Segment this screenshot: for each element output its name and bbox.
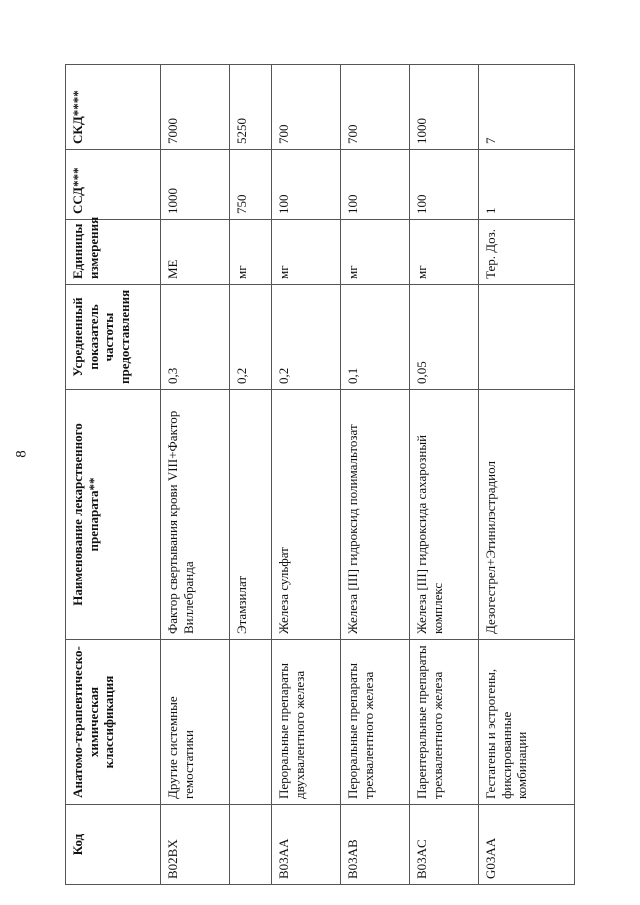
cell-unit: мг [230,220,272,285]
cell-name: Этамзилат [230,390,272,640]
cell-name: Железа [III] гидроксида сахарозный комплекс [410,390,479,640]
cell-code: G03AA [479,805,575,885]
cell-ssd: 750 [230,150,272,220]
cell-unit: МЕ [161,220,230,285]
header-freq: Усредненный показатель частоты предоставления [66,285,161,390]
cell-atc: Парентеральные препараты трехвалентного железа [410,640,479,805]
cell-skd: 700 [341,65,410,150]
table-row [230,65,272,885]
cell-skd: 7000 [161,65,230,150]
cell-freq: 0,05 [410,285,479,390]
cell-unit: мг [410,220,479,285]
rotated-table-container [65,65,575,885]
cell-code [230,805,272,885]
header-row [66,65,161,885]
cell-ssd: 1000 [161,150,230,220]
cell-ssd: 100 [410,150,479,220]
cell-name: Железа [III] гидроксид полимальтозат [341,390,410,640]
header-skd: СКД**** [66,65,161,150]
cell-unit: мг [272,220,341,285]
cell-atc: Другие системные гемостатики [161,640,230,805]
drug-table [65,64,575,885]
cell-name: Железа сульфат [272,390,341,640]
cell-skd: 700 [272,65,341,150]
cell-name: Дезогестрел+Этинилэстрадиол [479,390,575,640]
cell-ssd: 100 [272,150,341,220]
page-number: 8 [13,450,30,458]
table-row [341,65,410,885]
header-atc: Анатомо-терапевтическо-химическая классификация [66,640,161,805]
cell-ssd: 1 [479,150,575,220]
cell-atc: Пероральные препараты трехвалентного железа [341,640,410,805]
cell-atc: Гестагены и эстрогены, фиксированные комбинации [479,640,575,805]
cell-freq [479,285,575,390]
table-row [410,65,479,885]
cell-freq: 0,2 [272,285,341,390]
cell-unit: мг [341,220,410,285]
table-body [161,65,575,885]
table-row [479,65,575,885]
cell-code: B03AA [272,805,341,885]
cell-atc [230,640,272,805]
cell-unit: Тер. Доз. [479,220,575,285]
cell-code: B03AC [410,805,479,885]
cell-freq: 0,3 [161,285,230,390]
header-code: Код [66,805,161,885]
cell-code: B02BX [161,805,230,885]
cell-name: Фактор свертывания крови VIII+Фактор Виллебранда [161,390,230,640]
cell-freq: 0,2 [230,285,272,390]
cell-atc: Пероральные препараты двухвалентного железа [272,640,341,805]
header-name: Наименование лекарственного препарата** [66,390,161,640]
table-row [161,65,230,885]
table-row [272,65,341,885]
cell-ssd: 100 [341,150,410,220]
header-unit: Единицы измерения [66,220,161,285]
cell-code: B03AB [341,805,410,885]
cell-skd: 5250 [230,65,272,150]
cell-freq: 0,1 [341,285,410,390]
cell-skd: 1000 [410,65,479,150]
cell-skd: 7 [479,65,575,150]
header-ssd: ССД*** [66,150,161,220]
